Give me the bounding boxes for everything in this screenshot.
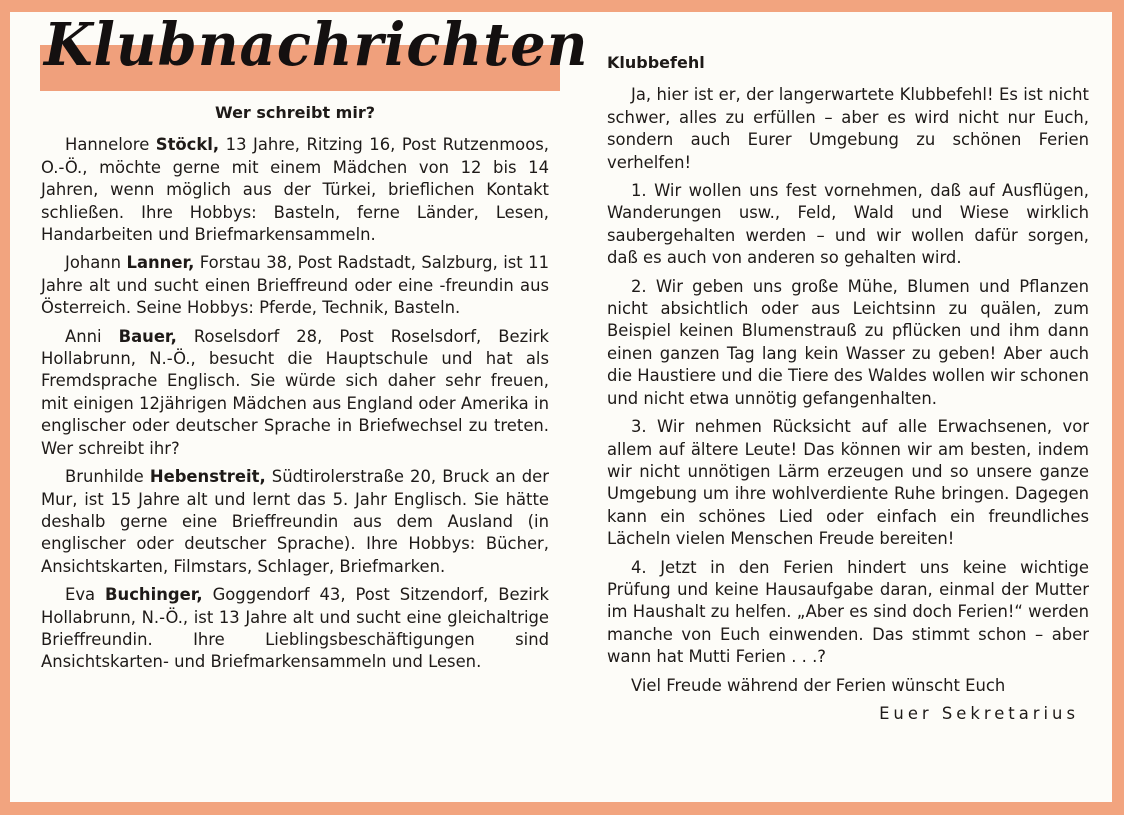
entry-text: Forstau 38, Post Radstadt, Salzburg, ist 11 Jahre alt und sucht einen Brieffreund oder eine -freundin aus Österreich. Seine Hobbys: Pferde, Technik, Basteln.: [41, 253, 550, 318]
club-order-paragraph: 3. Wir nehmen Rücksicht auf alle Erwachsenen, vor allem auf ältere Leute! Das können wir am besten, indem wir nicht unnötigen Lärm erzeugen und so unsere ganze Umgebung um ihre wohlverdiente Ruhe bringen. Dagegen kann ein schönes Lied oder einfach ein freundliches Lächeln vielen Menschen Freude bereiten!: [607, 417, 1089, 549]
pen-pal-entry: [41, 134, 549, 246]
club-order-paragraph: 1. Wir wollen uns fest vornehmen, daß auf Ausflügen, Wanderungen usw., Feld, Wald und Wiese wirklich saubergehalten werden – und wir wollen dafür sorgen, daß es auch von anderen so gehalten wird.: [607, 181, 1089, 268]
pen-pal-name: Hebenstreit,: [149, 467, 266, 487]
entry-text: Brunhilde: [65, 467, 150, 487]
club-order-heading: Klubbefehl: [607, 53, 705, 72]
newspaper-page: [10, 12, 1112, 802]
club-order-column: [607, 52, 1089, 725]
pen-pal-entry: [41, 466, 549, 578]
club-order-paragraph: 2. Wir geben uns große Mühe, Blumen und Pflanzen nicht absichtlich oder aus Leichtsinn zu quälen, zum Beispiel keinen Blumenstrauß zu pflücken und ihm dann einen ganzen Tag lang kein Wasser zu geben! Aber auch die Haustiere und die Tiere des Waldes wollen wir schonen und nicht etwa unnötig gefangenhalten.: [607, 276, 1089, 408]
entry-text: Johann: [65, 253, 127, 273]
pen-pal-name: Lanner,: [126, 253, 195, 273]
pen-pal-column: [41, 102, 549, 680]
entry-text: Anni: [65, 326, 119, 346]
pen-pal-entry: [41, 584, 549, 674]
club-order-paragraph: Viel Freude während der Ferien wünscht Euch: [631, 675, 1006, 695]
entry-text: Roselsdorf 28, Post Roselsdorf, Bezirk Hollabrunn, N.-Ö., besucht die Hauptschule und hat als Fremdsprache Englisch. Sie würde sich daher sehr freuen, mit einigen 12jährigen Mädchen aus England oder Amerika in englischer oder deutscher Sprache in Briefwechsel zu treten. Wer schreibt ihr?: [41, 326, 549, 458]
entry-text: 13 Jahre, Ritzing 16, Post Rutzenmoos, O.-Ö., möchte gerne mit einem Mädchen von 12 bis 14 Jahren, wenn möglich aus der Türkei, brieflichen Kontakt schließen. Ihre Hobbys: Basteln, ferne Länder, Lesen, Handarbeiten und Briefmarkensammeln.: [41, 135, 549, 245]
pen-pal-name: Stöckl,: [155, 135, 220, 155]
club-order-paragraph: Ja, hier ist er, der langerwartete Klubbefehl! Es ist nicht schwer, alles zu erfüllen – aber es wird nicht nur Euch, sondern auch Eurer Umgebung zu schönen Ferien verhelfen!: [607, 85, 1089, 172]
entry-text: Goggendorf 43, Post Sitzendorf, Bezirk Hollabrunn, N.-Ö., ist 13 Jahre alt und sucht eine gleichaltrige Brieffreundin. Ihre Lieblingsbeschäftigungen sind Ansichtskarten- und Briefmarkensammeln und Lesen.: [41, 585, 549, 672]
pen-pal-name: Bauer,: [118, 326, 177, 346]
signature: Euer Sekretarius: [879, 703, 1079, 723]
page-title: Klubnachrichten: [44, 10, 589, 80]
pen-pal-heading: Wer schreibt mir?: [214, 103, 375, 122]
entry-text: Südtirolerstraße 20, Bruck an der Mur, ist 15 Jahre alt und lernt das 5. Jahr Englisch. Sie hätte deshalb gerne eine Brieffreundin aus dem Ausland (in englischer oder deutscher Sprache). Ihre Hobbys: Bücher, Ansichtskarten, Filmstars, Schlager, Briefmarken.: [41, 467, 549, 576]
pen-pal-entry: [41, 326, 549, 460]
club-order-paragraph: 4. Jetzt in den Ferien hindert uns keine wichtige Prüfung und keine Hausaufgabe daran, einmal der Mutter im Haushalt zu helfen. „Aber es sind doch Ferien!“ werden manche von Euch einwenden. Das stimmt schon – aber wann hat Mutti Ferien . . .?: [607, 557, 1089, 667]
pen-pal-entry: [41, 252, 549, 319]
pen-pal-name: Buchinger,: [105, 585, 203, 605]
entry-text: Hannelore: [65, 135, 156, 155]
entry-text: Eva: [65, 585, 106, 605]
